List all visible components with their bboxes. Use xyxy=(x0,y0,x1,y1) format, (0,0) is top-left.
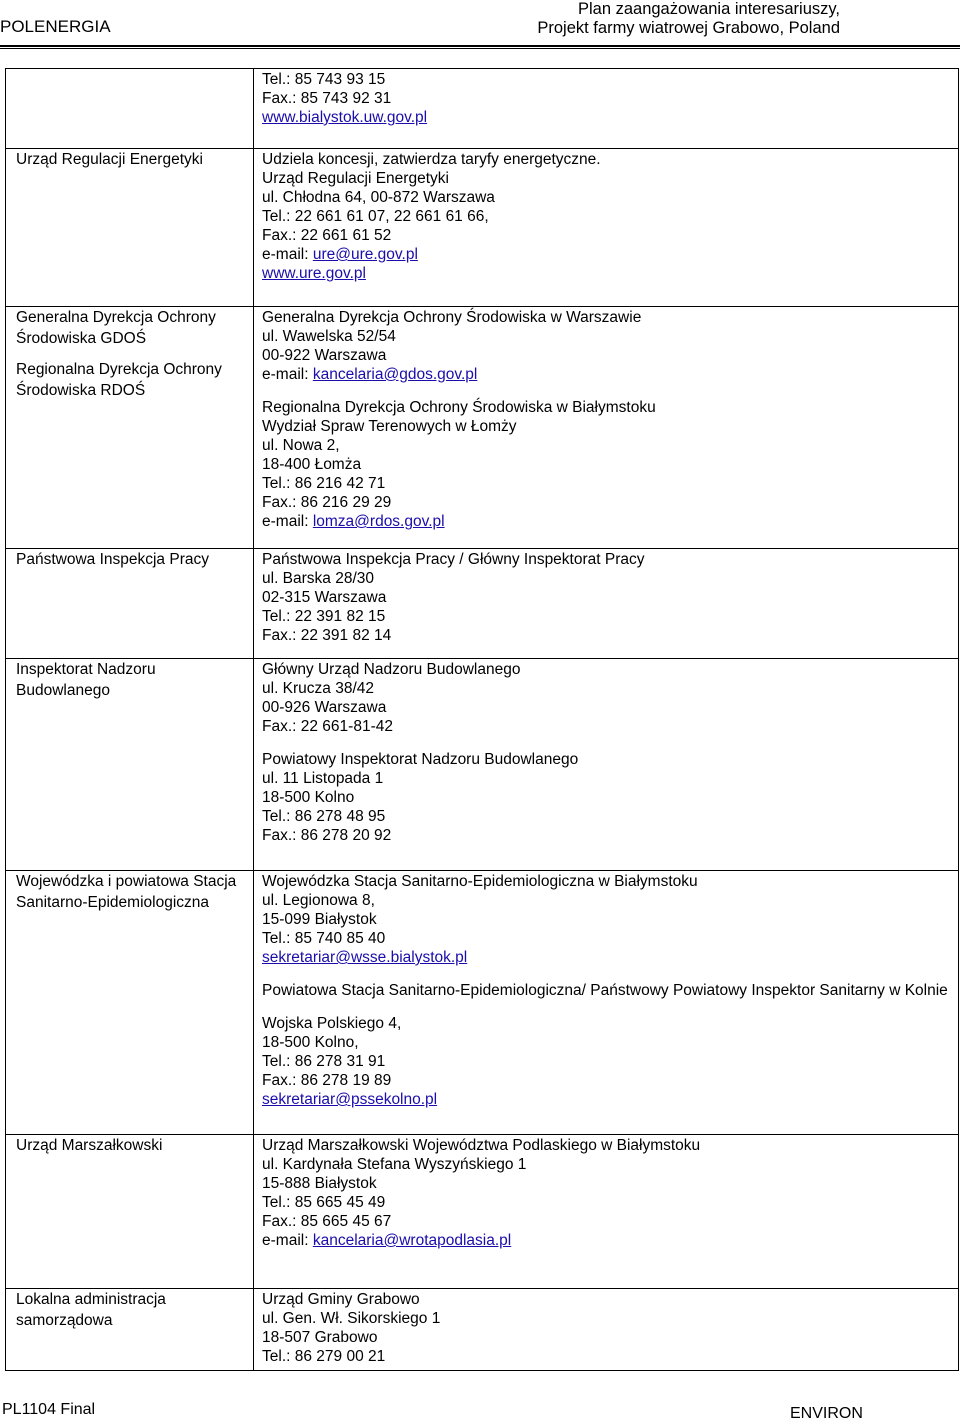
institution-name: Regionalna Dyrekcja Ochrony Środowiska RDOŚ xyxy=(16,361,222,399)
footer-doc-id: PL1104 Final xyxy=(2,1401,96,1418)
contact-line: Fax.: 86 278 19 89 xyxy=(262,1072,392,1089)
contact-line: Tel.: 22 391 82 15 xyxy=(262,608,386,625)
table-row xyxy=(6,659,959,871)
contact-line: Tel.: 85 743 93 15 xyxy=(262,71,386,88)
contact-cell xyxy=(254,659,959,871)
contact-cell xyxy=(254,149,959,307)
contact-line: Tel.: 86 278 31 91 xyxy=(262,1053,386,1070)
email-link[interactable]: kancelaria@gdos.gov.pl xyxy=(312,366,478,383)
contact-cell xyxy=(254,1289,959,1371)
contact-line: Powiatowy Inspektorat Nadzoru Budowlanego xyxy=(262,751,579,768)
contact-line: Regionalna Dyrekcja Ochrony Środowiska w Białymstoku xyxy=(262,399,656,416)
header-title xyxy=(537,0,840,38)
contact-line: Tel.: 86 278 48 95 xyxy=(262,808,386,825)
contact-line: Urząd Marszałkowski Województwa Podlaskiego w Białymstoku xyxy=(262,1137,701,1154)
institution-name: Generalna Dyrekcja Ochrony Środowiska GDOŚ xyxy=(16,309,216,347)
contact-line: Główny Urząd Nadzoru Budowlanego xyxy=(262,661,521,678)
institution-name: Inspektorat Nadzoru Budowlanego xyxy=(16,661,156,699)
contact-line: Tel.: 85 740 85 40 xyxy=(262,930,386,947)
header-title-line2: Projekt farmy wiatrowej Grabowo, Poland xyxy=(537,19,840,37)
email-line xyxy=(262,1231,952,1250)
institution-cell xyxy=(6,1289,254,1371)
contact-line: 02-315 Warszawa xyxy=(262,589,387,606)
spacer xyxy=(262,1000,952,1014)
contact-line: Tel.: 85 665 45 49 xyxy=(262,1194,386,1211)
contact-line: Fax.: 22 391 82 14 xyxy=(262,627,392,644)
institution-name: Urząd Regulacji Energetyki xyxy=(16,151,203,168)
institution-name: Lokalna administracja samorządowa xyxy=(16,1291,166,1329)
contact-line: ul. Gen. Wł. Sikorskiego 1 xyxy=(262,1310,441,1327)
institution-cell xyxy=(6,1135,254,1289)
contact-link-line xyxy=(262,264,952,283)
contact-cell xyxy=(254,1135,959,1289)
contact-line: Fax.: 22 661-81-42 xyxy=(262,718,393,735)
contact-line: Fax.: 85 743 92 31 xyxy=(262,90,392,107)
contact-line: Państwowa Inspekcja Pracy / Główny Inspektorat Pracy xyxy=(262,551,645,568)
contact-line: Tel.: 86 216 42 71 xyxy=(262,475,386,492)
email-label: e-mail: xyxy=(262,1232,313,1249)
institution-cell xyxy=(6,307,254,549)
table-row xyxy=(6,69,959,149)
contact-line: 18-507 Grabowo xyxy=(262,1329,378,1346)
spacer xyxy=(262,967,952,981)
email-link[interactable]: kancelaria@wrotapodlasia.pl xyxy=(312,1232,512,1249)
email-line xyxy=(262,365,952,384)
email-label: e-mail: xyxy=(262,366,313,383)
table-row xyxy=(6,549,959,659)
email-link[interactable]: lomza@rdos.gov.pl xyxy=(312,513,445,530)
contact-line: Fax.: 86 278 20 92 xyxy=(262,827,392,844)
contact-line: Powiatowa Stacja Sanitarno-Epidemiologiczna/ Państwowy Powiatowy Inspektor Sanitarny w Kolnie xyxy=(262,982,948,999)
contact-link[interactable]: sekretariar@pssekolno.pl xyxy=(262,1091,438,1108)
contact-line: ul. Wawelska 52/54 xyxy=(262,328,396,345)
institution-name: Państwowa Inspekcja Pracy xyxy=(16,551,209,568)
contact-line: Urząd Regulacji Energetyki xyxy=(262,170,449,187)
contact-line: ul. Kardynała Stefana Wyszyńskiego 1 xyxy=(262,1156,527,1173)
contact-link-line xyxy=(262,948,952,967)
contact-line: 18-400 Łomża xyxy=(262,456,362,473)
table-row xyxy=(6,149,959,307)
contact-line: 15-099 Białystok xyxy=(262,911,377,928)
spacer xyxy=(262,736,952,750)
institution-cell xyxy=(6,549,254,659)
email-link[interactable]: ure@ure.gov.pl xyxy=(312,246,418,263)
contact-line: 00-922 Warszawa xyxy=(262,347,387,364)
contact-line: 15-888 Białystok xyxy=(262,1175,377,1192)
contact-link[interactable]: www.bialystok.uw.gov.pl xyxy=(262,109,428,126)
institution-cell xyxy=(6,659,254,871)
header-rule xyxy=(0,45,960,47)
contact-line: Wydział Spraw Terenowych w Łomży xyxy=(262,418,517,435)
header-company: POLENERGIA xyxy=(0,17,111,36)
footer-company: ENVIRON xyxy=(790,1405,863,1422)
email-line xyxy=(262,245,952,264)
table-row xyxy=(6,1289,959,1371)
contact-line: Udziela koncesji, zatwierdza taryfy energetyczne. xyxy=(262,151,601,168)
contact-line: ul. Nowa 2, xyxy=(262,437,340,454)
contact-line: Wojska Polskiego 4, xyxy=(262,1015,402,1032)
contact-line: ul. Chłodna 64, 00-872 Warszawa xyxy=(262,189,495,206)
contact-line: Fax.: 85 665 45 67 xyxy=(262,1213,392,1230)
contact-line: 18-500 Kolno xyxy=(262,789,355,806)
contact-cell xyxy=(254,549,959,659)
table-row xyxy=(6,307,959,549)
header-rule-thin xyxy=(0,48,960,49)
institution-cell xyxy=(6,871,254,1135)
contact-line: Urząd Gminy Grabowo xyxy=(262,1291,420,1308)
institution-cell xyxy=(6,149,254,307)
institution-name: Wojewódzka i powiatowa Stacja Sanitarno-Epidemiologiczna xyxy=(16,873,237,911)
contact-cell xyxy=(254,307,959,549)
contact-link-line xyxy=(262,1090,952,1109)
table-row xyxy=(6,1135,959,1289)
contact-line: Fax.: 22 661 61 52 xyxy=(262,227,392,244)
contact-cell xyxy=(254,871,959,1135)
contact-link-line xyxy=(262,108,952,127)
contact-line: Tel.: 86 279 00 21 xyxy=(262,1348,386,1365)
contact-link[interactable]: sekretariar@wsse.bialystok.pl xyxy=(262,949,468,966)
contact-line: ul. Krucza 38/42 xyxy=(262,680,375,697)
contact-link[interactable]: www.ure.gov.pl xyxy=(262,265,366,282)
contact-line: ul. Legionowa 8, xyxy=(262,892,375,909)
contact-line: Fax.: 86 216 29 29 xyxy=(262,494,392,511)
contact-line: ul. 11 Listopada 1 xyxy=(262,770,384,787)
spacer xyxy=(262,384,952,398)
contact-line: ul. Barska 28/30 xyxy=(262,570,375,587)
stakeholder-table xyxy=(5,68,959,1371)
contact-cell xyxy=(254,69,959,149)
institution-cell xyxy=(6,69,254,149)
contact-line: Tel.: 22 661 61 07, 22 661 61 66, xyxy=(262,208,489,225)
contact-line: Generalna Dyrekcja Ochrony Środowiska w Warszawie xyxy=(262,309,642,326)
email-label: e-mail: xyxy=(262,513,313,530)
email-line xyxy=(262,512,952,531)
contact-line: 18-500 Kolno, xyxy=(262,1034,359,1051)
header-title-line1: Plan zaangażowania interesariuszy, xyxy=(577,0,840,18)
spacer xyxy=(16,349,243,359)
institution-name: Urząd Marszałkowski xyxy=(16,1137,163,1154)
table-row xyxy=(6,871,959,1135)
contact-line: Wojewódzka Stacja Sanitarno-Epidemiologiczna w Białymstoku xyxy=(262,873,698,890)
email-label: e-mail: xyxy=(262,246,313,263)
contact-line: 00-926 Warszawa xyxy=(262,699,387,716)
